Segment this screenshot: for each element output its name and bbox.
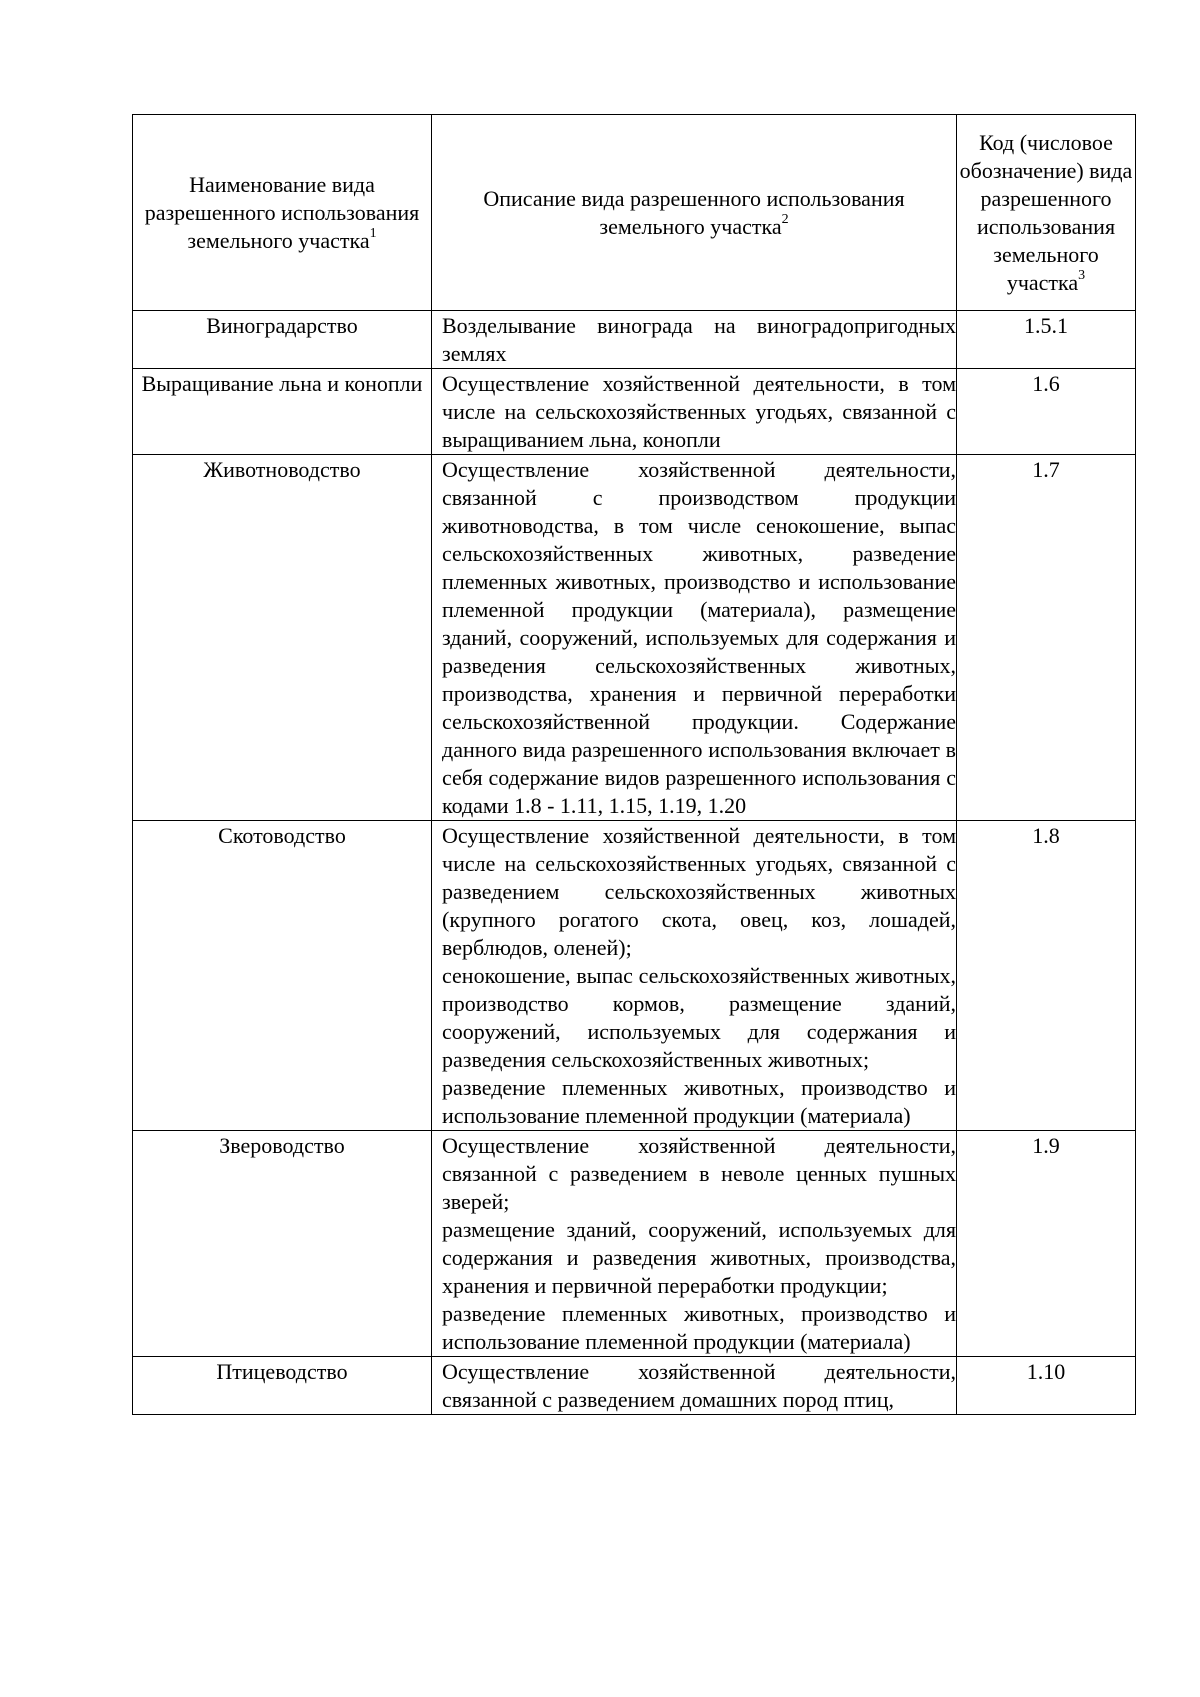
row-name-cell: Скотоводство xyxy=(133,821,432,1131)
row-code-cell: 1.5.1 xyxy=(957,311,1136,369)
header-description-text: Описание вида разрешенного использования земельного участка xyxy=(483,185,905,239)
description-paragraph: Осуществление хозяйственной деятельности, связанной с разведением в неволе ценных пушных зверей; xyxy=(442,1133,956,1214)
header-name-text: Наименование вида разрешенного использования земельного участка xyxy=(144,171,420,253)
description-paragraph: сенокошение, выпас сельскохозяйственных животных, производство кормов, размещение зданий, сооружений, используемых для содержания и разведения сельскохозяйственных животных; xyxy=(442,963,956,1072)
row-description-cell xyxy=(432,455,957,821)
table-row xyxy=(133,369,1136,455)
row-name-cell: Выращивание льна и конопли xyxy=(133,369,432,455)
description-paragraph: разведение племенных животных, производство и использование племенной продукции (материала) xyxy=(442,1301,956,1354)
header-code xyxy=(957,115,1136,311)
row-name-cell: Виноградарство xyxy=(133,311,432,369)
description-paragraph: Осуществление хозяйственной деятельности, связанной с производством продукции животноводства, в том числе сенокошение, выпас сельскохозяйственных животных, разведение племенных животных, производство и использование племенной продукции (материала), размещение зданий, сооружений, используемых для содержания и разведения сельскохозяйственных животных, производства, хранения и первичной переработки сельскохозяйственной продукции. Содержание данного вида разрешенного использования включает в себя содержание видов разрешенного использования с кодами 1.8 - 1.11, 1.15, 1.19, 1.20 xyxy=(442,457,956,818)
row-description-cell xyxy=(432,311,957,369)
row-code-cell: 1.7 xyxy=(957,455,1136,821)
row-name-cell: Животноводство xyxy=(133,455,432,821)
table-header-row xyxy=(133,115,1136,311)
row-description-cell xyxy=(432,1357,957,1415)
description-paragraph: размещение зданий, сооружений, используемых для содержания и разведения животных, производства, хранения и первичной переработки продукции; xyxy=(442,1217,956,1298)
table-row xyxy=(133,821,1136,1131)
row-code-cell: 1.6 xyxy=(957,369,1136,455)
header-code-footnote: 3 xyxy=(1078,268,1086,284)
land-use-table xyxy=(132,114,1136,1415)
description-paragraph: Возделывание винограда на виноградопригодных землях xyxy=(442,313,956,366)
table-row xyxy=(133,1131,1136,1357)
table-row xyxy=(133,455,1136,821)
row-code-cell: 1.10 xyxy=(957,1357,1136,1415)
row-description-cell xyxy=(432,1131,957,1357)
table-row xyxy=(133,1357,1136,1415)
description-paragraph: Осуществление хозяйственной деятельности, в том числе на сельскохозяйственных угодьях, связанной с выращиванием льна, конопли xyxy=(442,371,956,452)
row-code-cell: 1.9 xyxy=(957,1131,1136,1357)
row-description-cell xyxy=(432,821,957,1131)
table-row xyxy=(133,311,1136,369)
row-code-cell: 1.8 xyxy=(957,821,1136,1131)
description-paragraph: Осуществление хозяйственной деятельности, связанной с разведением домашних пород птиц, xyxy=(442,1359,956,1412)
header-code-text: Код (числовое обозначение) вида разрешенного использования земельного участка xyxy=(959,129,1133,295)
row-name-cell: Звероводство xyxy=(133,1131,432,1357)
row-name-cell: Птицеводство xyxy=(133,1357,432,1415)
header-description xyxy=(432,115,957,311)
description-paragraph: Осуществление хозяйственной деятельности, в том числе на сельскохозяйственных угодьях, связанной с разведением сельскохозяйственных животных (крупного рогатого скота, овец, коз, лошадей, верблюдов, оленей); xyxy=(442,823,956,960)
header-description-footnote: 2 xyxy=(781,212,789,228)
header-name-footnote: 1 xyxy=(369,226,377,242)
description-paragraph: разведение племенных животных, производство и использование племенной продукции (материала) xyxy=(442,1075,956,1128)
row-description-cell xyxy=(432,369,957,455)
table-body xyxy=(133,311,1136,1415)
header-name xyxy=(133,115,432,311)
